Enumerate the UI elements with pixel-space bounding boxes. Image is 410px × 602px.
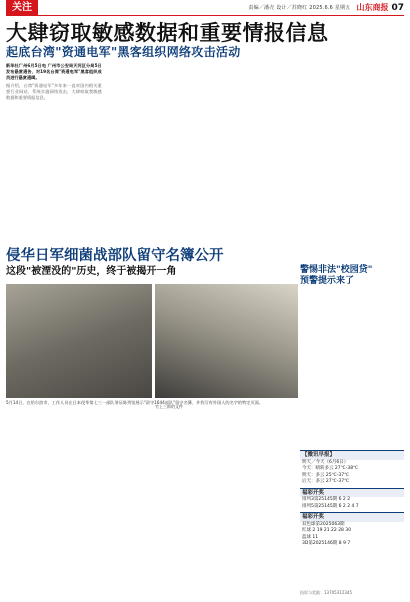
- lottery-row: 双色球第2025063期: [302, 521, 345, 527]
- page-number: 07: [391, 2, 404, 13]
- article1-col-4: [308, 63, 404, 238]
- lottery-title: 福彩开奖: [300, 488, 404, 498]
- weather-row: 明天：多云 25℃-37℃: [302, 472, 350, 478]
- lottery-row: 排列5第25145期 6 2 2 4 7: [302, 503, 359, 509]
- article2-headline: 侵华日军细菌战部队留守名簿公开: [6, 248, 224, 264]
- article3-headline: 警惕非法"校园贷": [300, 265, 373, 275]
- article1-col-3: [208, 63, 304, 238]
- photo-document: [155, 284, 298, 409]
- main-headline: 大肆窃取敏感数据和重要情报信息: [6, 21, 329, 45]
- lottery-title-2: 福彩开奖: [300, 512, 404, 522]
- article1-col-2: [107, 63, 203, 238]
- top-bar: [6, 0, 404, 16]
- section-tag: 关注: [6, 0, 38, 15]
- lottery-row: 红球 2 19 21 22 28 30: [302, 528, 352, 533]
- lottery-row: 3D第2025146期 8 9 7: [302, 541, 351, 546]
- article1-body: 据介绍，台湾"资通电军"多年来一直对国内相关重要行业网站、系统实施网络攻击，大肆窃取我敏感数据和重要情报信息。: [6, 82, 102, 101]
- article1-columns: [6, 63, 404, 238]
- lottery-row: 蓝球 11: [302, 534, 319, 540]
- photo-caption: 5月14日，在哈尔滨市，工作人员在日本侵华第七三一部队罪证陈列馆展示"留守1644部队"留守名簿、并找写有外国人的名字的特定页面。: [6, 400, 264, 405]
- article2-header: [6, 248, 298, 278]
- article1-lead: 新华社广州6月5日电 广州市公安局天河区分局5日发布悬赏通告，对19名台湾"资通电军"黑客组织成员进行悬赏通缉。: [6, 63, 102, 81]
- weather-row: 后天：多云 27℃-37℃: [302, 479, 350, 484]
- photo-caption-2: 竹上三郎的文件: [155, 404, 183, 409]
- footer-note: 投诉与奖励：13705312345: [300, 590, 352, 595]
- morning-news-box: [300, 448, 404, 602]
- article2-subheadline: 这段"被湮没的"历史，终于被揭开一角: [6, 266, 177, 277]
- photo-roster: [6, 284, 152, 398]
- article1-col-1: [6, 63, 102, 238]
- masthead: 山东商报: [356, 3, 389, 12]
- weather-row: 明天／今天（6月6日）: [302, 459, 349, 465]
- weather-row: 今天：晴转多云 27℃-38℃: [302, 466, 359, 471]
- article3-header: [300, 265, 404, 287]
- page-meta: 责编／潘壳 设计／苏晓红 2025.6.6 星期五: [248, 5, 351, 11]
- morning-news-title: 【微讯早报】: [300, 450, 404, 460]
- article3-subheadline: 预警提示来了: [300, 276, 355, 286]
- lottery-row: 排列3第25145期 6 2 2: [302, 497, 351, 502]
- main-subheadline: 起底台湾"资通电军"黑客组织网络攻击活动: [6, 45, 241, 59]
